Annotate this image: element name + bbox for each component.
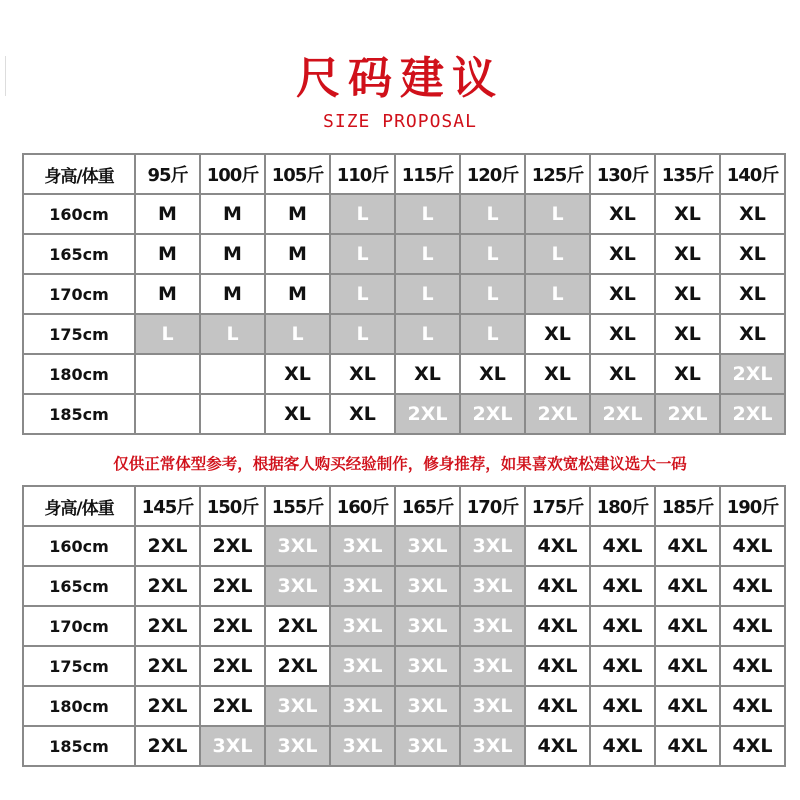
size-cell: 4XL [655, 726, 720, 766]
size-cell [200, 394, 265, 434]
weight-header: 150斤 [200, 486, 265, 526]
height-label: 180cm [23, 686, 135, 726]
size-cell: XL [590, 194, 655, 234]
size-cell: 2XL [655, 394, 720, 434]
size-cell: 4XL [655, 526, 720, 566]
size-cell: 4XL [655, 646, 720, 686]
size-cell: XL [330, 394, 395, 434]
corner-header: 身高/体重 [23, 486, 135, 526]
size-cell: 3XL [265, 686, 330, 726]
height-label: 175cm [23, 314, 135, 354]
size-cell: 3XL [265, 526, 330, 566]
table-row [23, 234, 785, 274]
size-cell: 4XL [525, 646, 590, 686]
size-cell: 2XL [720, 354, 785, 394]
size-cell: 2XL [265, 606, 330, 646]
size-cell: 2XL [460, 394, 525, 434]
size-cell: L [460, 194, 525, 234]
size-cell: 4XL [525, 566, 590, 606]
weight-header: 160斤 [330, 486, 395, 526]
size-cell: 3XL [395, 686, 460, 726]
height-label: 185cm [23, 394, 135, 434]
size-cell: M [200, 274, 265, 314]
size-cell: 4XL [525, 526, 590, 566]
size-cell: 3XL [395, 526, 460, 566]
size-cell: 3XL [460, 646, 525, 686]
size-cell: L [395, 274, 460, 314]
weight-header: 110斤 [330, 154, 395, 194]
size-cell: M [135, 234, 200, 274]
weight-header: 175斤 [525, 486, 590, 526]
height-label: 170cm [23, 274, 135, 314]
size-cell: M [265, 274, 330, 314]
size-cell: 4XL [590, 646, 655, 686]
size-cell: 4XL [720, 646, 785, 686]
size-cell: 3XL [460, 606, 525, 646]
size-cell: 3XL [460, 526, 525, 566]
weight-header: 155斤 [265, 486, 330, 526]
table-row [23, 274, 785, 314]
size-cell: 2XL [135, 686, 200, 726]
height-label: 165cm [23, 234, 135, 274]
weight-header: 180斤 [590, 486, 655, 526]
size-cell [135, 354, 200, 394]
size-cell: XL [330, 354, 395, 394]
size-cell: 4XL [655, 686, 720, 726]
size-cell: L [330, 274, 395, 314]
size-cell: L [265, 314, 330, 354]
weight-header: 170斤 [460, 486, 525, 526]
size-cell: XL [525, 354, 590, 394]
fit-note: 仅供正常体型参考，根据客人购买经验制作，修身推荐，如果喜欢宽松建议选大一码 [113, 455, 687, 473]
corner-header: 身高/体重 [23, 154, 135, 194]
weight-header: 140斤 [720, 154, 785, 194]
table-row [23, 646, 785, 686]
weight-header: 165斤 [395, 486, 460, 526]
size-cell: 3XL [395, 606, 460, 646]
page-subtitle: SIZE PROPOSAL [323, 111, 477, 132]
size-cell: XL [655, 354, 720, 394]
header-row [23, 486, 785, 526]
size-cell: 2XL [590, 394, 655, 434]
size-cell: M [265, 234, 330, 274]
table-row [23, 354, 785, 394]
size-cell: 3XL [460, 566, 525, 606]
size-cell: L [460, 234, 525, 274]
size-cell: XL [525, 314, 590, 354]
size-cell: XL [590, 274, 655, 314]
size-cell: M [200, 234, 265, 274]
size-cell: 3XL [330, 686, 395, 726]
size-cell: 4XL [720, 566, 785, 606]
size-cell: 2XL [200, 606, 265, 646]
size-cell: 2XL [720, 394, 785, 434]
size-cell: L [395, 234, 460, 274]
height-label: 160cm [23, 194, 135, 234]
height-label: 185cm [23, 726, 135, 766]
size-cell: L [525, 234, 590, 274]
size-cell: XL [655, 194, 720, 234]
size-cell [200, 354, 265, 394]
page-title: 尺码建议 [296, 53, 504, 104]
size-cell: XL [720, 234, 785, 274]
size-table-1 [22, 153, 786, 435]
size-cell: 2XL [200, 526, 265, 566]
size-cell: 3XL [265, 566, 330, 606]
size-cell: 3XL [330, 566, 395, 606]
height-label: 180cm [23, 354, 135, 394]
table-row [23, 194, 785, 234]
weight-header: 115斤 [395, 154, 460, 194]
size-cell: L [330, 194, 395, 234]
weight-header: 190斤 [720, 486, 785, 526]
size-cell: XL [265, 354, 330, 394]
size-cell: M [200, 194, 265, 234]
size-cell: M [135, 194, 200, 234]
size-cell: M [135, 274, 200, 314]
weight-header: 125斤 [525, 154, 590, 194]
table-row [23, 394, 785, 434]
weight-header: 135斤 [655, 154, 720, 194]
table-row [23, 726, 785, 766]
size-cell: 3XL [395, 646, 460, 686]
size-cell: L [330, 314, 395, 354]
size-cell: 2XL [135, 606, 200, 646]
table-row [23, 686, 785, 726]
size-cell: 4XL [525, 726, 590, 766]
size-cell: L [525, 194, 590, 234]
size-cell: L [395, 194, 460, 234]
table-row [23, 314, 785, 354]
height-label: 165cm [23, 566, 135, 606]
size-cell: 4XL [590, 606, 655, 646]
size-cell: 3XL [265, 726, 330, 766]
size-cell: XL [655, 274, 720, 314]
weight-header: 145斤 [135, 486, 200, 526]
size-cell: 4XL [655, 566, 720, 606]
size-cell: L [135, 314, 200, 354]
table-row [23, 606, 785, 646]
size-cell: XL [265, 394, 330, 434]
size-cell: XL [590, 314, 655, 354]
size-cell: 3XL [330, 646, 395, 686]
size-cell: XL [395, 354, 460, 394]
height-label: 175cm [23, 646, 135, 686]
height-label: 160cm [23, 526, 135, 566]
size-cell: XL [655, 314, 720, 354]
size-cell: 2XL [525, 394, 590, 434]
size-cell: XL [460, 354, 525, 394]
size-cell: 4XL [720, 526, 785, 566]
height-label: 170cm [23, 606, 135, 646]
size-cell: 2XL [200, 566, 265, 606]
size-cell: 2XL [135, 646, 200, 686]
size-cell: 3XL [395, 726, 460, 766]
size-cell: XL [590, 354, 655, 394]
size-cell: 3XL [460, 726, 525, 766]
size-cell: L [460, 274, 525, 314]
size-cell: 4XL [720, 606, 785, 646]
size-cell: L [200, 314, 265, 354]
weight-header: 95斤 [135, 154, 200, 194]
size-cell: L [330, 234, 395, 274]
size-cell: 4XL [720, 726, 785, 766]
size-cell: 2XL [395, 394, 460, 434]
size-cell: 3XL [330, 526, 395, 566]
weight-header: 105斤 [265, 154, 330, 194]
weight-header: 185斤 [655, 486, 720, 526]
size-cell: 3XL [395, 566, 460, 606]
size-cell: 2XL [200, 686, 265, 726]
size-cell: 4XL [590, 726, 655, 766]
weight-header: 120斤 [460, 154, 525, 194]
size-cell: XL [590, 234, 655, 274]
size-cell: L [460, 314, 525, 354]
size-cell: 3XL [200, 726, 265, 766]
header-row [23, 154, 785, 194]
size-cell: 3XL [460, 686, 525, 726]
size-cell: 2XL [135, 566, 200, 606]
table-row [23, 526, 785, 566]
size-cell: 4XL [525, 686, 590, 726]
size-cell: XL [655, 234, 720, 274]
size-cell: 4XL [720, 686, 785, 726]
size-cell: 4XL [655, 606, 720, 646]
size-cell: 3XL [330, 606, 395, 646]
size-cell: 4XL [525, 606, 590, 646]
weight-header: 100斤 [200, 154, 265, 194]
size-cell: 4XL [590, 566, 655, 606]
weight-header: 130斤 [590, 154, 655, 194]
size-cell: 2XL [200, 646, 265, 686]
size-cell: 2XL [135, 726, 200, 766]
size-cell: 4XL [590, 526, 655, 566]
size-cell: XL [720, 194, 785, 234]
size-cell: 3XL [330, 726, 395, 766]
size-cell: L [525, 274, 590, 314]
size-cell: 2XL [265, 646, 330, 686]
size-cell: XL [720, 314, 785, 354]
size-cell: XL [720, 274, 785, 314]
size-cell: 2XL [135, 526, 200, 566]
size-cell: 4XL [590, 686, 655, 726]
size-cell: M [265, 194, 330, 234]
size-table-2 [22, 485, 786, 767]
size-cell: L [395, 314, 460, 354]
size-cell [135, 394, 200, 434]
table-row [23, 566, 785, 606]
